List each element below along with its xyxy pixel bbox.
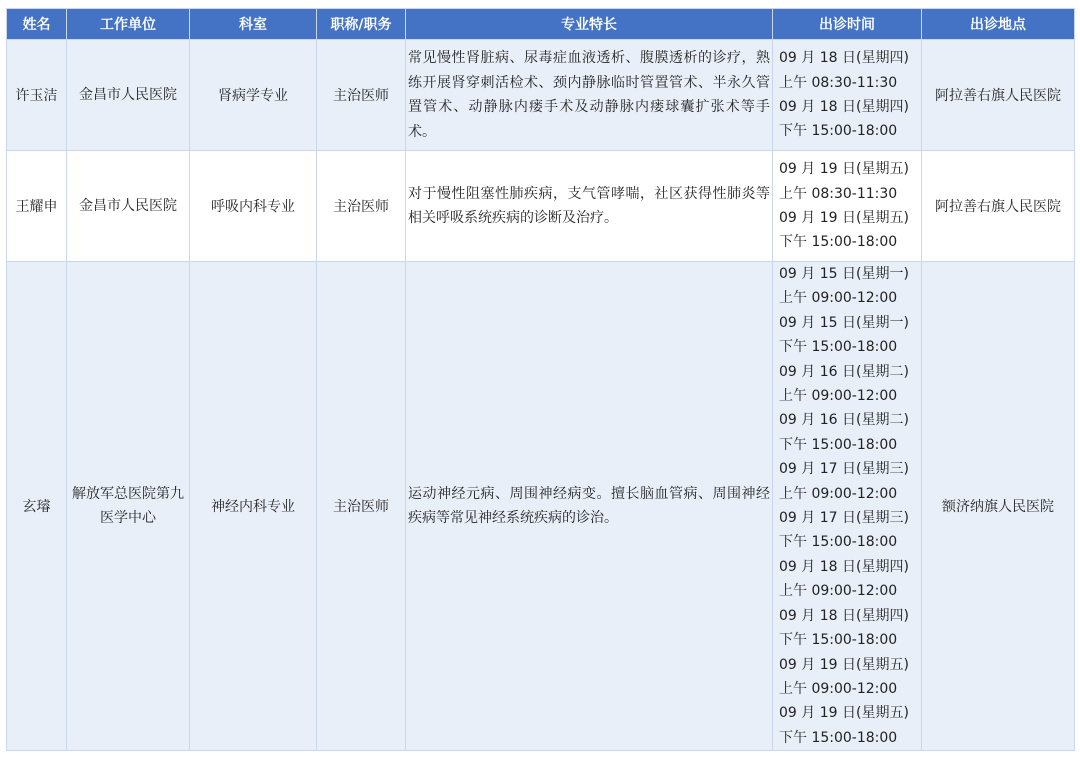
time-line: 下午 15:00-18:00 [779, 339, 898, 356]
cell-name: 玄璿 [7, 262, 67, 751]
time-line: 09 月 18 日(星期四) [779, 50, 909, 67]
table-row [7, 40, 1075, 151]
time-line: 09 月 17 日(星期三) [779, 461, 909, 478]
time-line: 上午 08:30-11:30 [779, 185, 898, 202]
table-header-row [7, 9, 1075, 40]
time-line: 下午 15:00-18:00 [779, 436, 898, 453]
time-line: 09 月 17 日(星期三) [779, 510, 909, 527]
time-line: 下午 15:00-18:00 [779, 234, 898, 251]
schedule-table-container [6, 8, 1075, 751]
time-line: 09 月 19 日(星期五) [779, 161, 909, 178]
time-line: 09 月 16 日(星期二) [779, 363, 909, 380]
cell-specialty: 运动神经元病、周围神经病变。擅长脑血管病、周围神经疾病等常见神经系统疾病的诊治。 [406, 262, 773, 751]
cell-dept: 肾病学专业 [190, 40, 317, 151]
time-line: 09 月 15 日(星期一) [779, 266, 909, 282]
time-line: 上午 09:00-12:00 [779, 583, 898, 600]
doctor-schedule-table [6, 8, 1075, 751]
header-name: 姓名 [7, 9, 67, 40]
cell-unit: 金昌市人民医院 [67, 151, 190, 262]
cell-times [773, 151, 922, 262]
time-line: 上午 09:00-12:00 [779, 290, 898, 307]
header-unit: 工作单位 [67, 9, 190, 40]
time-line: 09 月 19 日(星期五) [779, 656, 909, 673]
cell-unit: 解放军总医院第九医学中心 [67, 262, 190, 751]
cell-times [773, 262, 922, 751]
cell-specialty: 常见慢性肾脏病、尿毒症血液透析、腹膜透析的诊疗，熟练开展肾穿刺活检术、颈内静脉临时管置管术、半永久管置管术、动静脉内瘘手术及动静脉内瘘球囊扩张术等手术。 [406, 40, 773, 151]
time-line: 09 月 18 日(星期四) [779, 558, 909, 575]
time-line: 09 月 16 日(星期二) [779, 412, 909, 429]
header-place: 出诊地点 [922, 9, 1075, 40]
time-line: 下午 15:00-18:00 [779, 729, 898, 746]
time-line: 上午 09:00-12:00 [779, 388, 898, 405]
table-row [7, 151, 1075, 262]
cell-name: 许玉洁 [7, 40, 67, 151]
cell-title: 主治医师 [317, 40, 406, 151]
time-line: 09 月 18 日(星期四) [779, 99, 909, 115]
cell-title: 主治医师 [317, 151, 406, 262]
time-line: 09 月 19 日(星期五) [779, 705, 909, 722]
header-title: 职称/职务 [317, 9, 406, 40]
time-line: 下午 15:00-18:00 [779, 632, 898, 649]
time-line: 09 月 18 日(星期四) [779, 607, 909, 624]
time-line: 上午 09:00-12:00 [779, 680, 898, 697]
table-row [7, 262, 1075, 751]
header-dept: 科室 [190, 9, 317, 40]
cell-dept: 呼吸内科专业 [190, 151, 317, 262]
time-line: 上午 08:30-11:30 [779, 74, 898, 91]
cell-name: 王耀申 [7, 151, 67, 262]
cell-title: 主治医师 [317, 262, 406, 751]
cell-unit: 金昌市人民医院 [67, 40, 190, 151]
time-line: 上午 09:00-12:00 [779, 485, 898, 502]
time-line: 09 月 19 日(星期五) [779, 210, 909, 226]
time-line: 09 月 15 日(星期一) [779, 314, 909, 331]
time-line: 下午 15:00-18:00 [779, 123, 898, 140]
header-specialty: 专业特长 [406, 9, 773, 40]
cell-times [773, 40, 922, 151]
cell-place: 阿拉善右旗人民医院 [922, 40, 1075, 151]
cell-specialty: 对于慢性阻塞性肺疾病，支气管哮喘，社区获得性肺炎等相关呼吸系统疾病的诊断及治疗。 [406, 151, 773, 262]
time-line: 下午 15:00-18:00 [779, 534, 898, 551]
cell-dept: 神经内科专业 [190, 262, 317, 751]
header-time: 出诊时间 [773, 9, 922, 40]
cell-place: 额济纳旗人民医院 [922, 262, 1075, 751]
cell-place: 阿拉善右旗人民医院 [922, 151, 1075, 262]
